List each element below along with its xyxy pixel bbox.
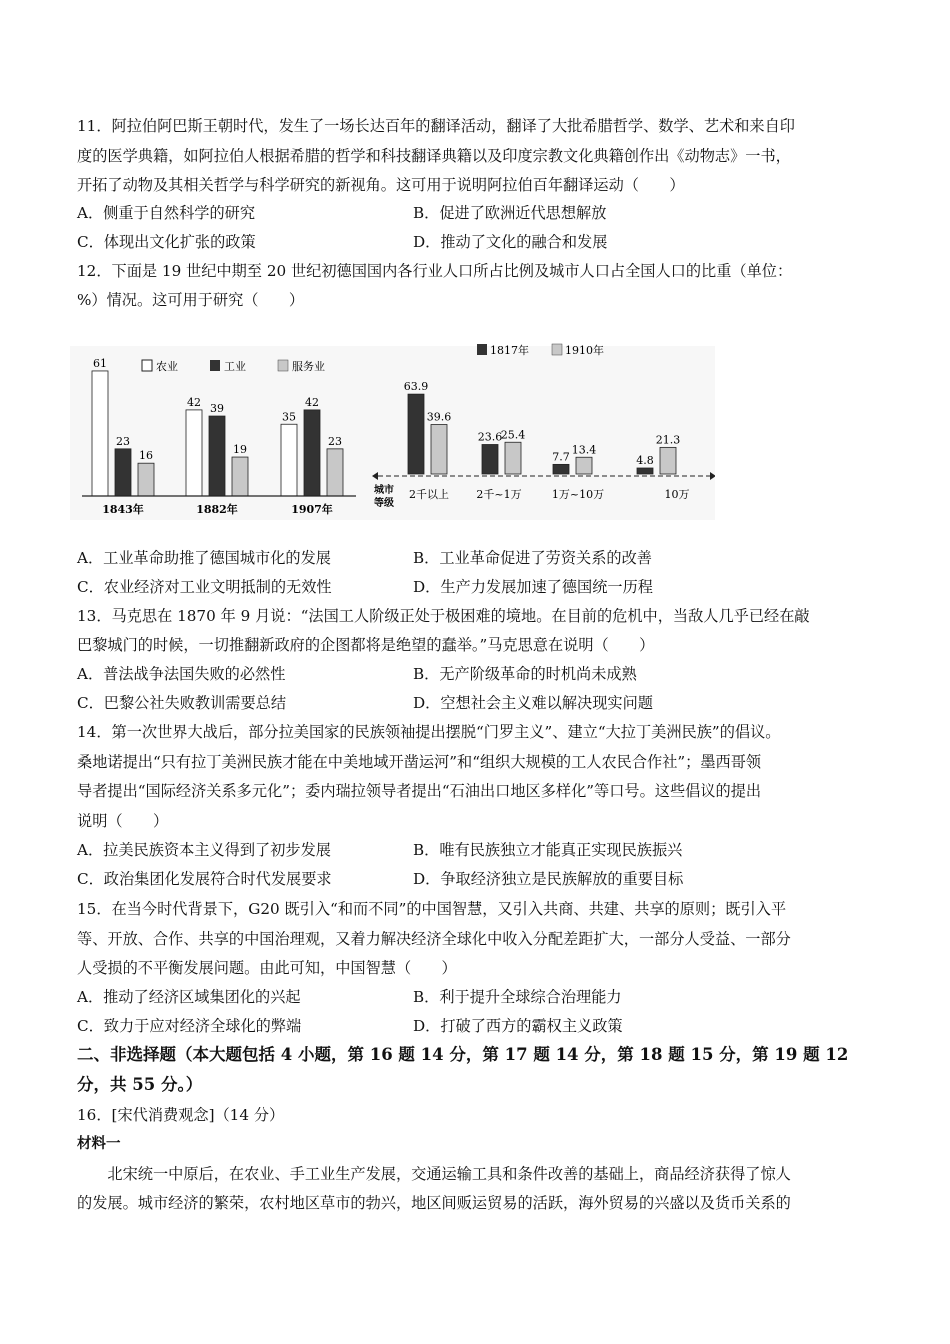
chart2-category-label: 2千以上: [409, 488, 449, 501]
q15-option-d: D．打破了西方的霸权主义政策: [413, 1017, 623, 1035]
q12-figure: [70, 330, 715, 524]
chart1-bar-1882年-服务业: [232, 457, 248, 496]
q13-option-a: A．普法战争法国失败的必然性: [77, 665, 286, 683]
q13-option-d: D．空想社会主义难以解决现实问题: [413, 694, 653, 712]
q15-option-c: C．致力于应对经济全球化的弊端: [77, 1017, 302, 1035]
chart1-bar-1907年-农业: [281, 424, 297, 496]
chart2-value-label: 39.6: [426, 410, 452, 424]
q11-option-c: C．体现出文化扩张的政策: [77, 233, 256, 251]
legend-swatch-industry: [210, 360, 220, 371]
chart2-value-label: 23.6: [477, 430, 503, 444]
chart1-value-label: 23: [328, 434, 342, 448]
chart2-bar-2千~1万-1817年: [482, 445, 498, 475]
q14-stem-line1: 14．第一次世界大战后，部分拉美国家的民族领袖提出摆脱“门罗主义”、建立“大拉丁美洲民族”的倡议。: [77, 723, 781, 741]
q15-stem-line3: 人受损的不平衡发展问题。由此可知，中国智慧（ ）: [77, 959, 457, 977]
q11-option-b: B．促进了欧洲近代思想解放: [413, 204, 607, 222]
chart2-value-label: 63.9: [403, 380, 429, 394]
q13-option-c: C．巴黎公社失败教训需要总结: [77, 694, 287, 712]
chart1-bar-1907年-服务业: [327, 449, 343, 496]
q11-option-d: D．推动了文化的融合和发展: [413, 233, 608, 251]
q12-stem-line2: %）情况。这可用于研究（ ）: [77, 291, 305, 309]
legend-swatch-1910: [552, 344, 562, 355]
q14-option-a: A．拉美民族资本主义得到了初步发展: [77, 841, 331, 859]
q12-option-b: B．工业革命促进了劳资关系的改善: [413, 549, 652, 567]
q14-option-d: D．争取经济独立是民族解放的重要目标: [413, 870, 684, 888]
q14-stem-line4: 说明（ ）: [77, 812, 169, 830]
q12-option-d: D．生产力发展加速了德国统一历程: [413, 578, 653, 596]
q15-option-b: B．利于提升全球综合治理能力: [413, 988, 622, 1006]
legend-agriculture: 农业: [156, 360, 178, 373]
q14-stem-line3: 导者提出“国际经济关系多元化”；委内瑞拉领导者提出“石油出口地区多样化”等口号。这些倡议的提出: [77, 782, 762, 800]
chart2-bar-1万~10万-1817年: [553, 464, 569, 474]
q13-stem-line1: 13．马克思在 1870 年 9 月说：“法国工人阶级正处于极困难的境地。在目前的危机中，当敌人几乎已经在敲: [77, 607, 810, 625]
q15-option-a: A．推动了经济区域集团化的兴起: [77, 988, 301, 1006]
legend-swatch-service: [278, 360, 288, 371]
chart2-bar-2千以上-1817年: [408, 394, 424, 474]
legend-service: 服务业: [292, 360, 325, 373]
chart1-value-label: 42: [305, 395, 319, 409]
chart2-bar-10万-1910年: [660, 447, 676, 474]
chart1-value-label: 16: [139, 449, 153, 463]
chart2-value-label: 13.4: [571, 443, 597, 457]
chart1-category-label: 1907年: [291, 503, 333, 516]
material1-line1: 北宋统一中原后，在农业、手工业生产发展，交通运输工具和条件改善的基础上，商品经济获得了惊人: [77, 1165, 791, 1183]
chart1-bar-1843年-服务业: [138, 463, 154, 496]
q11-stem-line3: 开拓了动物及其相关哲学与科学研究的新视角。这可用于说明阿拉伯百年翻译运动（ ）: [77, 176, 685, 194]
legend-1817: 1817年: [490, 344, 529, 357]
chart2-value-label: 4.8: [636, 454, 654, 467]
chart2-value-label: 25.4: [500, 428, 526, 442]
chart2-category-label: 1万~10万: [551, 488, 605, 501]
chart2-category-label: 2千~1万: [476, 488, 522, 501]
q11-stem-line1: 11．阿拉伯阿巴斯王朝时代，发生了一场长达百年的翻译活动，翻译了大批希腊哲学、数学、艺术和来自印: [77, 117, 795, 135]
chart1-category-label: 1882年: [196, 503, 238, 516]
chart2-bar-10万-1817年: [637, 468, 653, 474]
chart1-bar-1907年-工业: [304, 410, 320, 496]
q14-option-c: C．政治集团化发展符合时代发展要求: [77, 870, 332, 888]
q15-stem-line1: 15．在当今时代背景下，G20 既引入“和而不同”的中国智慧，又引入共商、共建、共享的原则；既引入平: [77, 900, 787, 918]
q11-stem-line2: 度的医学典籍，如阿拉伯人根据希腊的哲学和科技翻译典籍以及印度宗教文化典籍创作出《动物志》一书，: [77, 147, 791, 165]
q12-option-c: C．农业经济对工业文明抵制的无效性: [77, 578, 332, 596]
chart1-value-label: 39: [210, 402, 224, 416]
q14-stem-line2: 桑地诺提出“只有拉丁美洲民族才能在中美地域开凿运河”和“组织大规模的工人农民合作社”；墨西哥领: [77, 753, 762, 771]
chart2-bar-2千以上-1910年: [431, 425, 447, 475]
chart1-bar-1843年-农业: [92, 371, 108, 496]
q16-title: 16．[宋代消费观念]（14 分）: [77, 1106, 285, 1124]
q12-option-a: A．工业革命助推了德国城市化的发展: [77, 549, 331, 567]
chart2-value-label: 7.7: [552, 450, 570, 464]
chart2-category-label: 10万: [664, 488, 690, 501]
chart1-value-label: 23: [116, 434, 130, 448]
chart1-bar-1882年-农业: [186, 410, 202, 496]
q14-option-b: B．唯有民族独立才能真正实现民族振兴: [413, 841, 683, 859]
q13-option-b: B．无产阶级革命的时机尚未成熟: [413, 665, 637, 683]
q13-stem-line2: 巴黎城门的时候，一切推翻新政府的企图都将是绝望的蠢举。”马克思意在说明（ ）: [77, 636, 655, 654]
section2-heading-line2: 分，共 55 分。）: [77, 1075, 203, 1094]
legend-swatch-agriculture: [142, 360, 152, 371]
chart1-value-label: 61: [93, 356, 107, 370]
chart2-bar-1万~10万-1910年: [576, 457, 592, 474]
q15-stem-line2: 等、开放、合作、共享的中国治理观，又着力解决经济全球化中收入分配差距扩大，一部分人受益、一部分: [77, 930, 791, 948]
material1-label: 材料一: [77, 1136, 121, 1152]
chart1-bar-1843年-工业: [115, 449, 131, 496]
chart1-value-label: 19: [233, 443, 247, 457]
section2-heading-line1: 二、非选择题（本大题包括 4 小题，第 16 题 14 分，第 17 题 14 分，第 18 题 15 分，第 19 题 12: [77, 1045, 849, 1064]
material1-line2: 的发展。城市经济的繁荣，农村地区草市的勃兴，地区间贩运贸易的活跃，海外贸易的兴盛以及货币关系的: [77, 1194, 791, 1212]
chart1-bar-1882年-工业: [209, 416, 225, 496]
chart2-value-label: 21.3: [655, 433, 681, 447]
legend-industry: 工业: [224, 360, 246, 373]
chart1-value-label: 35: [282, 410, 296, 424]
chart2-axis-label-2: 等级: [374, 498, 394, 509]
chart1-category-label: 1843年: [102, 503, 144, 516]
chart2-axis-label-1: 城市: [374, 485, 394, 496]
legend-1910: 1910年: [565, 344, 604, 357]
q11-option-a: A．侧重于自然科学的研究: [77, 204, 256, 222]
legend-swatch-1817: [477, 344, 487, 355]
q12-stem-line1: 12．下面是 19 世纪中期至 20 世纪初德国国内各行业人口所占比例及城市人口占全国人口的比重（单位：: [77, 262, 793, 280]
chart2-bar-2千~1万-1910年: [505, 442, 521, 474]
chart1-value-label: 42: [187, 395, 201, 409]
